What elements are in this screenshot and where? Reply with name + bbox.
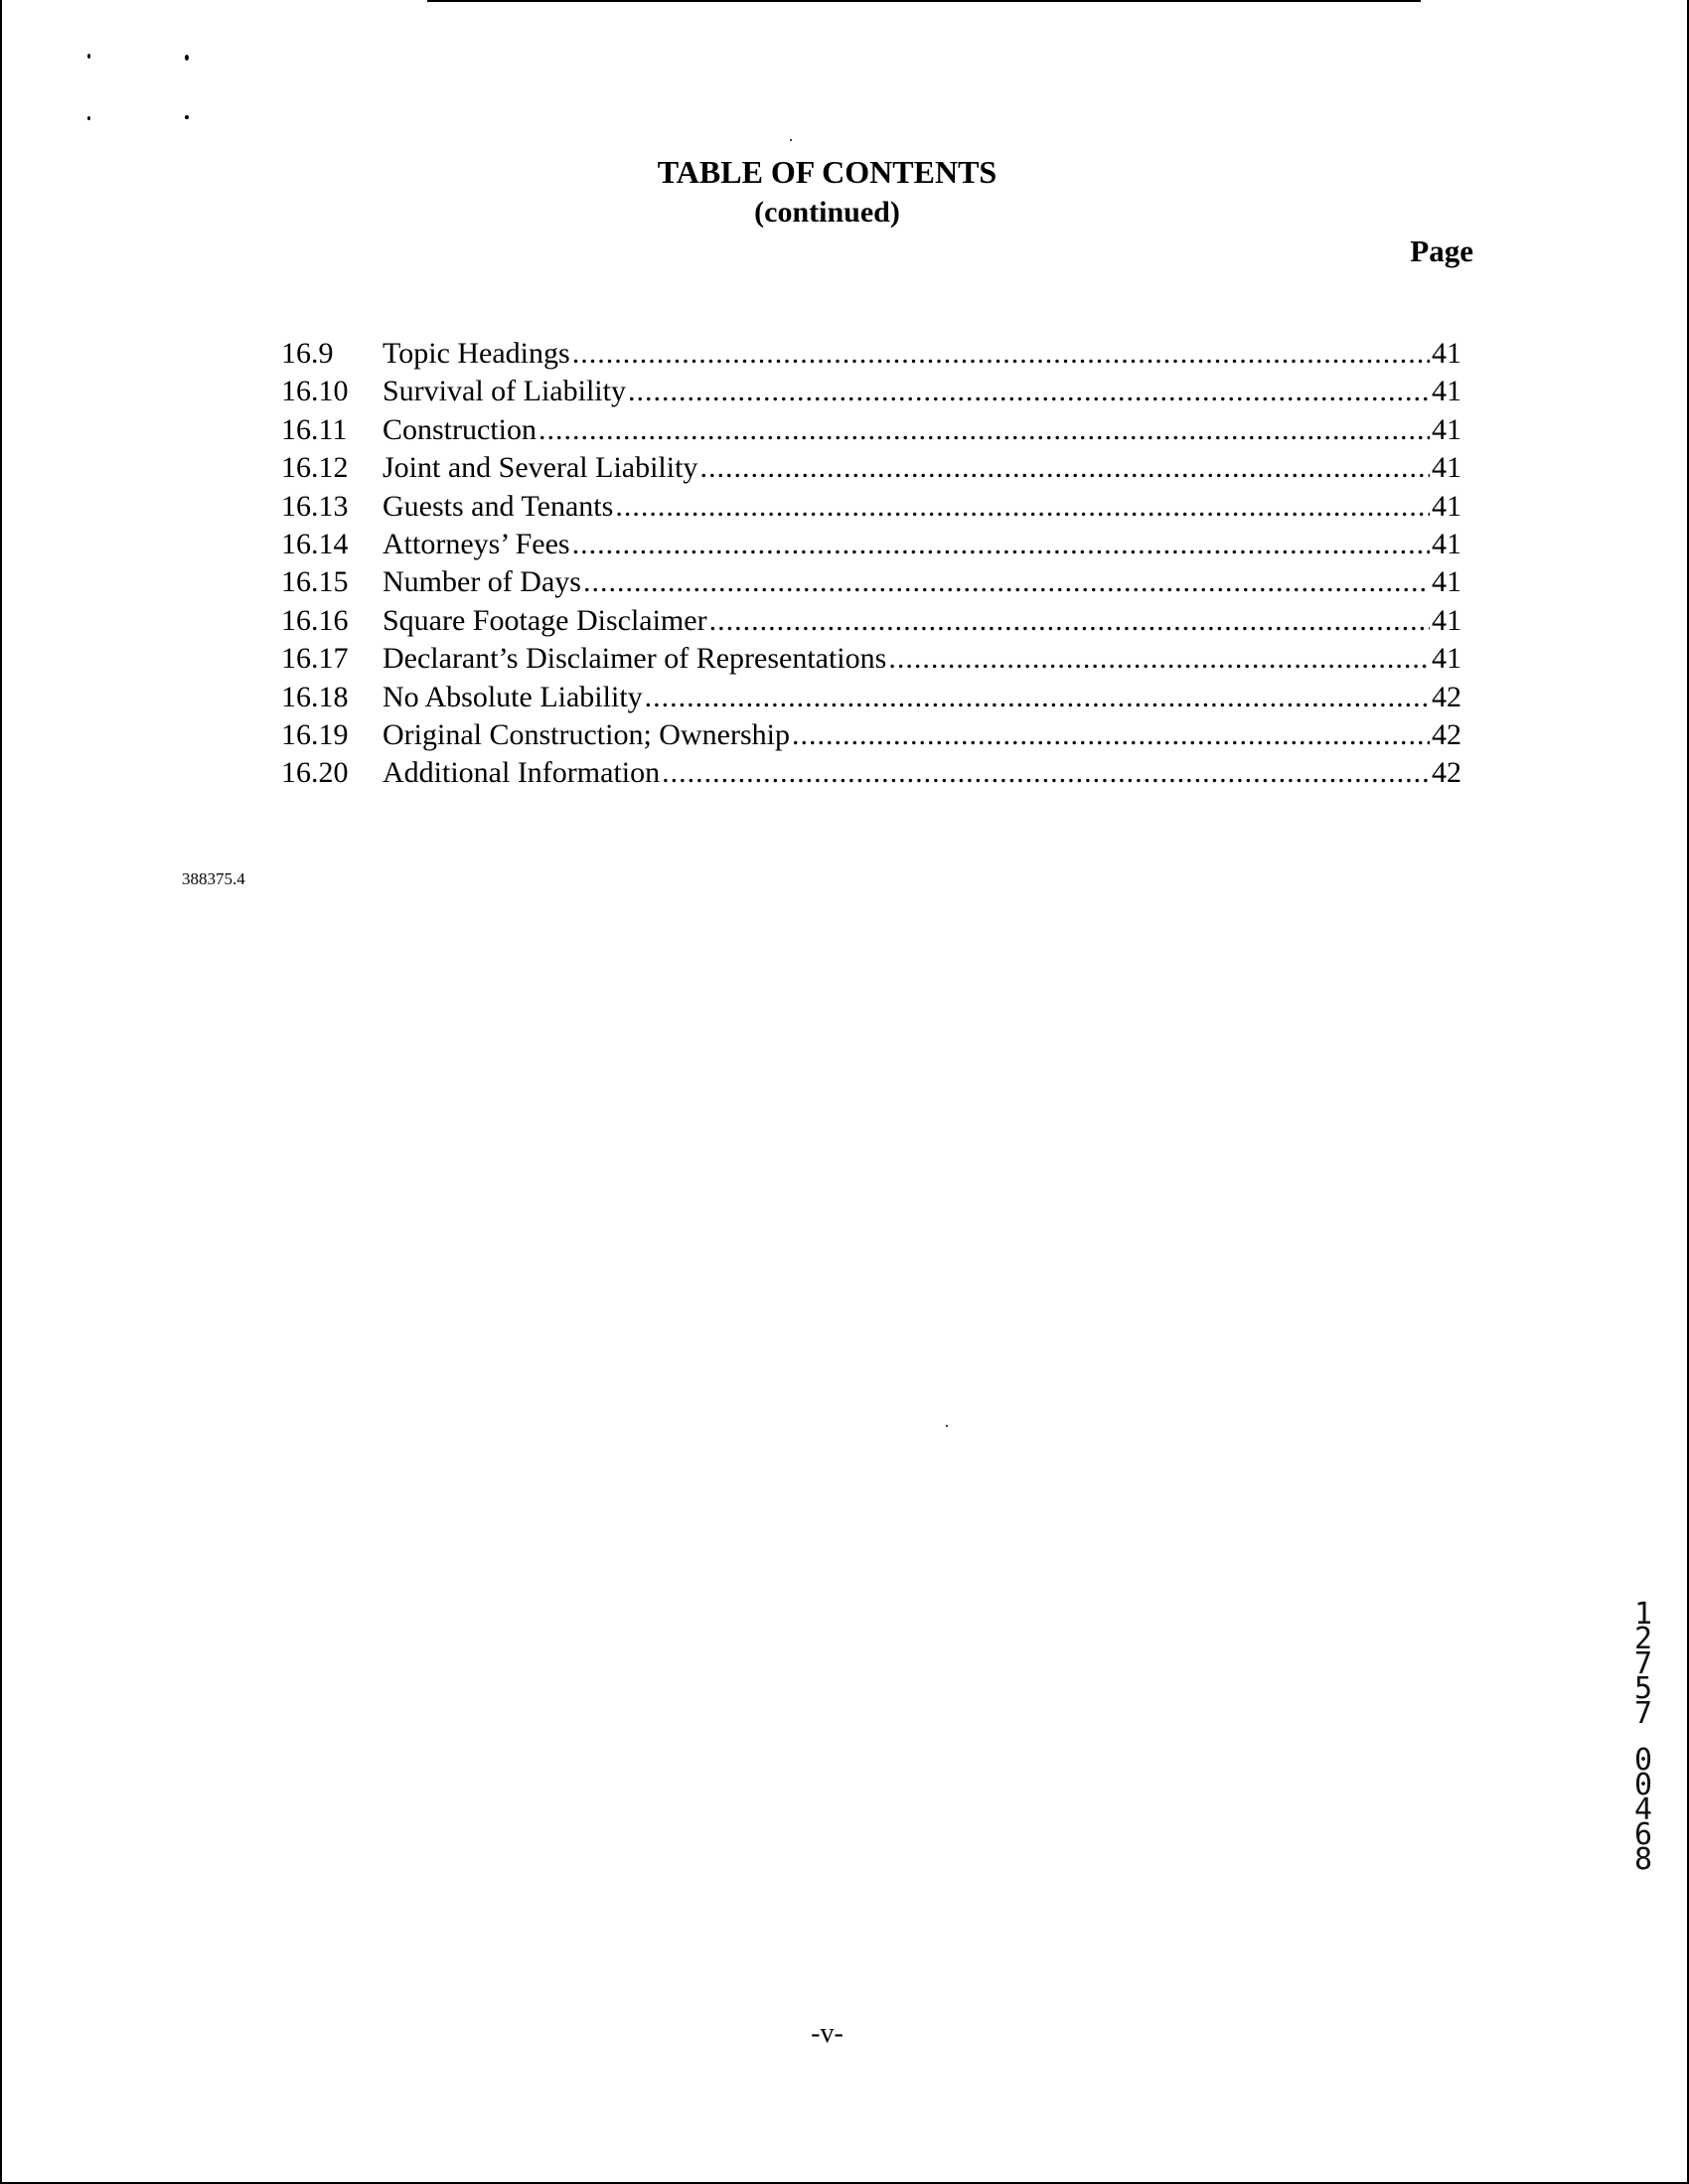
top-scan-edge xyxy=(427,0,1421,2)
toc-entry-number: 16.15 xyxy=(281,565,349,599)
dot-leader xyxy=(662,754,1430,792)
toc-entry-page: 41 xyxy=(1432,337,1461,370)
margin-stamp xyxy=(1627,1597,1659,1877)
toc-entry-number: 16.14 xyxy=(281,527,349,560)
toc-entry-page: 41 xyxy=(1432,603,1461,637)
scan-speck xyxy=(790,139,792,141)
margin-stamp-line: 12757 xyxy=(1633,1597,1653,1731)
toc-entry-title: Survival of Liability xyxy=(383,375,626,408)
toc-entry xyxy=(281,411,1461,449)
toc-entry-title: Construction xyxy=(383,412,537,446)
dot-leader xyxy=(888,640,1430,678)
toc-entry-title: Guests and Tenants xyxy=(383,489,614,523)
toc-list xyxy=(281,335,1461,793)
toc-entry-title: Original Construction; Ownership xyxy=(383,717,790,751)
toc-entry-page: 41 xyxy=(1432,489,1461,523)
toc-entry xyxy=(281,563,1461,601)
toc-entry xyxy=(281,488,1461,526)
toc-entry-page: 42 xyxy=(1432,717,1461,751)
dot-leader xyxy=(645,679,1430,716)
margin-stamp-line: 00468 xyxy=(1633,1743,1653,1877)
document-id: 388375.4 xyxy=(182,869,245,888)
toc-entry-title: Declarant’s Disclaimer of Representations xyxy=(383,642,887,676)
scan-speck xyxy=(946,1425,948,1427)
toc-entry xyxy=(281,679,1461,716)
toc-entry-number: 16.11 xyxy=(281,412,348,446)
toc-entry xyxy=(281,526,1461,563)
scan-speck xyxy=(87,54,90,59)
toc-entry-number: 16.17 xyxy=(281,642,349,676)
toc-entry-number: 16.16 xyxy=(281,603,349,637)
toc-entry-page: 41 xyxy=(1432,412,1461,446)
toc-entry-title: Square Footage Disclaimer xyxy=(383,603,707,637)
scan-speck xyxy=(87,116,90,120)
toc-entry xyxy=(281,754,1461,792)
toc-entry xyxy=(281,449,1461,487)
page-column-label: Page xyxy=(1410,234,1473,268)
toc-entry-number: 16.13 xyxy=(281,489,349,523)
dot-leader xyxy=(572,335,1430,373)
dot-leader xyxy=(792,716,1430,754)
dot-leader xyxy=(572,526,1430,563)
toc-entry-title: Additional Information xyxy=(383,756,661,790)
footer-page-number: -v- xyxy=(811,2018,844,2049)
toc-entry-number: 16.10 xyxy=(281,375,349,408)
toc-entry-number: 16.12 xyxy=(281,451,349,485)
dot-leader xyxy=(699,449,1430,487)
toc-entry-page: 41 xyxy=(1432,565,1461,599)
toc-entry-title: Number of Days xyxy=(383,565,581,599)
toc-entry xyxy=(281,602,1461,640)
toc-entry xyxy=(281,640,1461,678)
toc-entry-page: 41 xyxy=(1432,527,1461,560)
toc-entry xyxy=(281,335,1461,373)
dot-leader xyxy=(615,488,1430,526)
toc-entry-number: 16.18 xyxy=(281,680,349,713)
toc-subtitle: (continued) xyxy=(754,196,900,229)
toc-entry-page: 41 xyxy=(1432,451,1461,485)
toc-entry-page: 41 xyxy=(1432,642,1461,676)
toc-entry-title: Topic Headings xyxy=(383,337,570,370)
toc-entry xyxy=(281,716,1461,754)
dot-leader xyxy=(628,373,1430,410)
toc-entry-title: Joint and Several Liability xyxy=(383,451,698,485)
toc-entry xyxy=(281,373,1461,410)
toc-entry-page: 42 xyxy=(1432,756,1461,790)
scan-speck xyxy=(185,55,189,61)
dot-leader xyxy=(709,602,1430,640)
toc-entry-number: 16.19 xyxy=(281,717,349,751)
dot-leader xyxy=(583,563,1430,601)
toc-title: TABLE OF CONTENTS xyxy=(657,154,998,190)
toc-entry-title: Attorneys’ Fees xyxy=(383,527,570,560)
scan-speck xyxy=(185,115,189,119)
toc-entry-page: 41 xyxy=(1432,375,1461,408)
toc-entry-page: 42 xyxy=(1432,680,1461,713)
toc-entry-number: 16.9 xyxy=(281,337,334,370)
toc-entry-number: 16.20 xyxy=(281,756,349,790)
dot-leader xyxy=(538,411,1430,449)
toc-entry-title: No Absolute Liability xyxy=(383,680,643,713)
